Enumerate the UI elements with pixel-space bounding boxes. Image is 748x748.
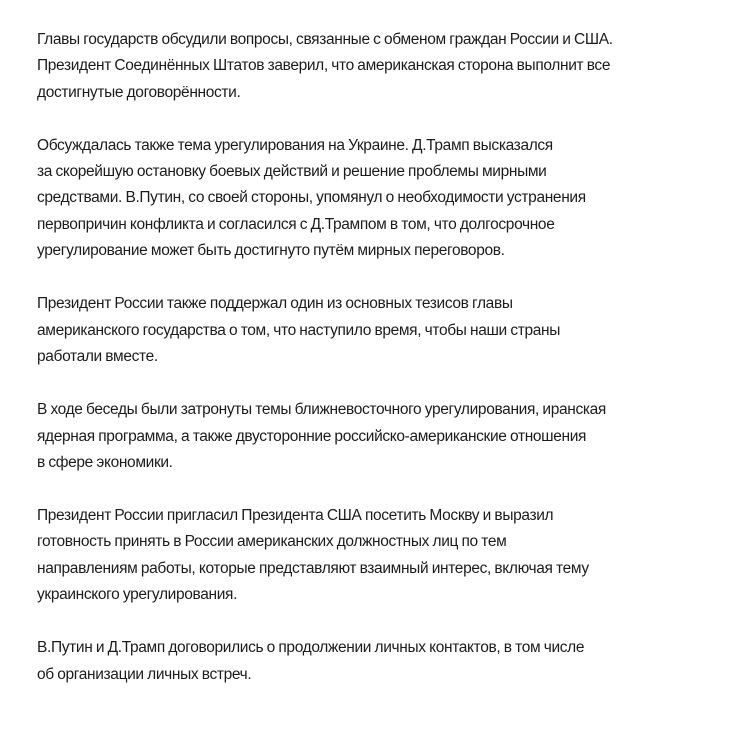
- paragraph-ukraine-settlement: Обсуждалась также тема урегулирования на Украине. Д.Трамп высказался за скорейшую остановку боевых действий и решение проблемы мирными средствами. В.Путин, со своей стороны, упомянул о необходимости устранения первопричин конфликта и согласился с Д.Трампом в том, что долгосрочное урегулирование может быть достигнуто путём мирных переговоров.: [37, 136, 586, 260]
- article-body: [37, 27, 727, 715]
- paragraph-prisoner-exchange: Главы государств обсудили вопросы, связанные с обменом граждан России и США. Президент Соединённых Штатов заверил, что американская сторона выполнит все достигнутые договорённости.: [37, 31, 613, 101]
- paragraph-middle-east-iran-economy: В ходе беседы были затронуты темы ближневосточного урегулирования, иранская ядерная программа, а также двусторонние российско-американские отношения в сфере экономики.: [37, 401, 606, 471]
- paragraph-personal-contacts: В.Путин и Д.Трамп договорились о продолжении личных контактов, в том числе об организации личных встреч.: [37, 639, 585, 683]
- paragraph-moscow-invitation: Президент России пригласил Президента США посетить Москву и выразил готовность принять в России американских должностных лиц по тем направлениям работы, которые представляют взаимный интерес, включая тему украинского урегулирования.: [37, 507, 589, 604]
- paragraph-working-together: Президент России также поддержал один из основных тезисов главы американского государства о том, что наступило время, чтобы наши страны работали вместе.: [37, 295, 561, 365]
